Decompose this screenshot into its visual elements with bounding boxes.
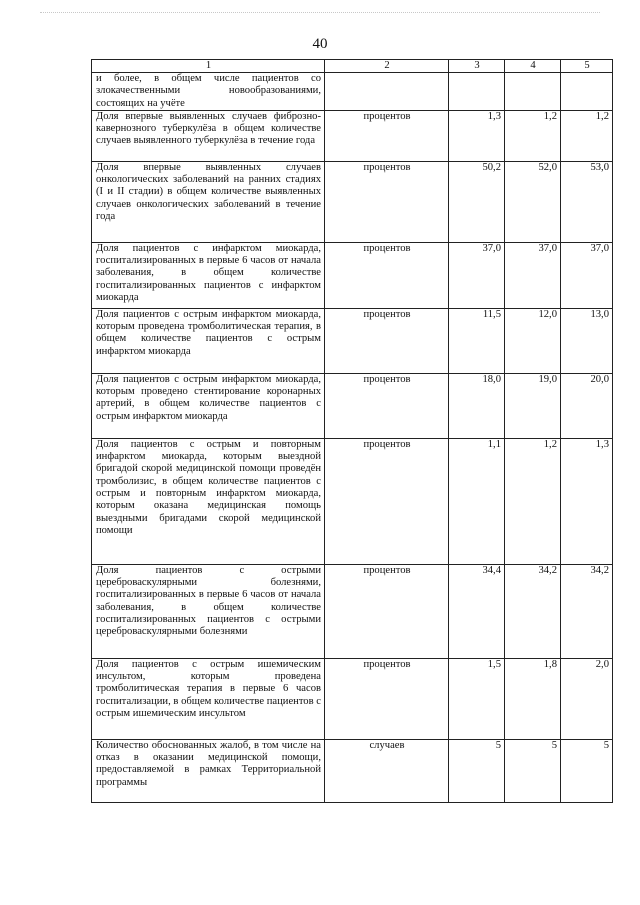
indicator-unit: процентов	[325, 564, 449, 658]
indicator-name: Доля впервые выявленных случаев онкологических заболеваний на ранних стадиях (I и II стадии) в общем количестве выявленных случаев онкологических заболеваний в течение года	[92, 161, 325, 242]
column-header: 5	[561, 60, 613, 73]
table-row	[92, 73, 613, 111]
indicator-name: Доля пациентов с острыми цереброваскулярными болезнями, госпитализированных в первые 6 часов от начала заболевания, в общем количестве госпитализированных пациентов с острыми цереброваскулярными болезнями	[92, 564, 325, 658]
value-col-5: 20,0	[561, 373, 613, 438]
column-header: 3	[449, 60, 505, 73]
indicators-table	[91, 59, 613, 803]
table-row	[92, 110, 613, 161]
indicator-unit: процентов	[325, 438, 449, 564]
value-col-3: 5	[449, 739, 505, 802]
table-row	[92, 373, 613, 438]
value-col-5: 53,0	[561, 161, 613, 242]
table-row	[92, 564, 613, 658]
value-col-3: 11,5	[449, 308, 505, 373]
value-col-4: 37,0	[505, 242, 561, 308]
value-col-5	[561, 73, 613, 111]
value-col-3: 1,5	[449, 658, 505, 739]
table-header-row	[92, 60, 613, 73]
value-col-5: 37,0	[561, 242, 613, 308]
indicator-name: Доля пациентов с острым и повторным инфарктом миокарда, которым выездной бригадой скорой медицинской помощи проведён тромболизис, в общем количестве пациентов с острым и повторным инфарктом миокарда, которым оказана медицинская помощь выездными бригадами скорой медицинской помощи	[92, 438, 325, 564]
value-col-4: 19,0	[505, 373, 561, 438]
value-col-4: 34,2	[505, 564, 561, 658]
indicator-unit: процентов	[325, 242, 449, 308]
table-row	[92, 658, 613, 739]
value-col-4: 1,2	[505, 110, 561, 161]
value-col-3	[449, 73, 505, 111]
indicator-unit	[325, 73, 449, 111]
indicator-unit: процентов	[325, 658, 449, 739]
value-col-3: 34,4	[449, 564, 505, 658]
value-col-5: 13,0	[561, 308, 613, 373]
value-col-5: 2,0	[561, 658, 613, 739]
value-col-4: 5	[505, 739, 561, 802]
indicator-name: Количество обоснованных жалоб, в том числе на отказ в оказании медицинской помощи, предоставляемой в рамках Территориальной программы	[92, 739, 325, 802]
value-col-5: 5	[561, 739, 613, 802]
table-row	[92, 161, 613, 242]
value-col-5: 1,3	[561, 438, 613, 564]
indicator-unit: процентов	[325, 308, 449, 373]
column-header: 1	[92, 60, 325, 73]
value-col-4: 52,0	[505, 161, 561, 242]
value-col-3: 1,1	[449, 438, 505, 564]
indicator-unit: процентов	[325, 110, 449, 161]
indicator-name: Доля пациентов с острым инфарктом миокарда, которым проведено стентирование коронарных артерий, в общем количестве пациентов с острым инфарктом миокарда	[92, 373, 325, 438]
value-col-3: 1,3	[449, 110, 505, 161]
value-col-5: 34,2	[561, 564, 613, 658]
indicator-name: Доля пациентов с острым инфарктом миокарда, которым проведена тромболитическая терапия, в общем количестве пациентов с острым инфарктом миокарда	[92, 308, 325, 373]
value-col-3: 18,0	[449, 373, 505, 438]
value-col-3: 50,2	[449, 161, 505, 242]
indicator-name: Доля пациентов с инфарктом миокарда, госпитализированных в первые 6 часов от начала заболевания, в общем количестве госпитализированных пациентов с инфарктом миокарда	[92, 242, 325, 308]
table-row	[92, 308, 613, 373]
value-col-5: 1,2	[561, 110, 613, 161]
indicator-name: Доля впервые выявленных случаев фиброзно-кавернозного туберкулёза в общем количестве случаев выявленного туберкулёза в течение года	[92, 110, 325, 161]
scan-artifact-line	[40, 12, 600, 15]
value-col-4	[505, 73, 561, 111]
table-row	[92, 242, 613, 308]
value-col-4: 1,2	[505, 438, 561, 564]
indicator-unit: процентов	[325, 161, 449, 242]
indicator-unit: процентов	[325, 373, 449, 438]
table-row	[92, 438, 613, 564]
indicator-name: и более, в общем числе пациентов со злокачественными новообразованиями, состоящих на учёте	[92, 73, 325, 111]
value-col-4: 1,8	[505, 658, 561, 739]
indicator-name: Доля пациентов с острым ишемическим инсультом, которым проведена тромболитическая терапия в первые 6 часов госпитализации, в общем количестве пациентов с острым ишемическим инсультом	[92, 658, 325, 739]
value-col-4: 12,0	[505, 308, 561, 373]
column-header: 4	[505, 60, 561, 73]
page-number: 40	[312, 36, 328, 52]
table-row	[92, 739, 613, 802]
value-col-3: 37,0	[449, 242, 505, 308]
indicator-unit: случаев	[325, 739, 449, 802]
column-header: 2	[325, 60, 449, 73]
